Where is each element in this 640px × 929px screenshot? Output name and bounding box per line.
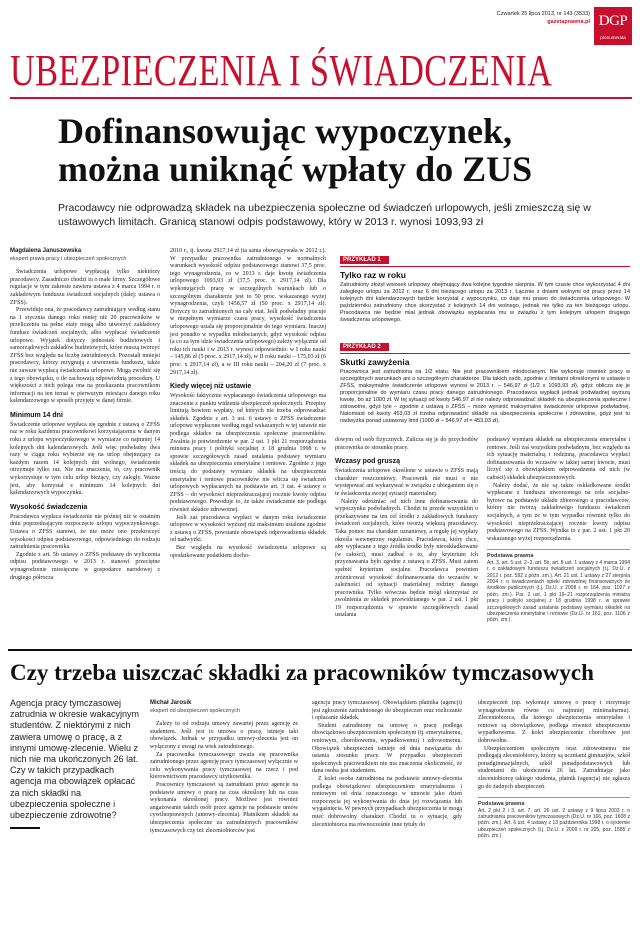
paragraph: Należy odróżniać od nich inne dofinansowania do wypoczynku podwładnych. Chodzi tu przede wszystkim o przekazywane na ten cel środki z zakładowych funduszy świadczeń socjalnych, które tworzą większą pracodawcy. Taka pomoc ma charakter uznaniowy, a regułę jej wypłaty określa wewnętrzny regulamin. Pracodawca, który chce, aby wypłacane z tego źródła środki były nieoskładkowane (w całości), musi zadbać o to, aby kryterium ich przyznawania było zgodne z ustawą o ZFŚS. Musi zatem spełnić kryterium socjalne. Pracodawca powinien zróżnicować wysokość dofinansowania do wczasów w zależności od sytuacji materialnej rodziny danego pracownika. Tylko wówczas będzie mógł skorzystać ze zwolnienia ze składek przewidzianego w par. 2 ust. 1 pkt 19 rozporządzenia w sprawie szczegółowych zasad ustalania (335, 498, 478, 619)
article1-column-2 (170, 248, 326, 560)
paragraph: ubezpieczeń (np. wykonuje umowę o pracę i otrzymuje wynagrodzenie równe co najmniej minimalnemu). Zleceniobiorca, dla którego ubezpieczenia emerytalne i rentowe są obowiązkowe, podlega również ubezpieczeniu wypadkowemu. Z kolei ubezpieczenie chorobowe jest dobrowolne. (478, 700, 630, 744)
issue-meta (497, 10, 590, 26)
paragraph: Przewiduje ona, że pracodawcy zatrudniający według stanu na 1 stycznia danego roku mniej niż 20 pracowników w przeliczeniu na pełne etaty mogą albo utworzyć zakładowy fundusz świadczeń socjalnych, albo wypłacać świadczenie urlopowe. Wyjątek dotyczy jednostek budżetowych i samorządowych zakładów budżetowych, które muszą tworzyć ZFŚS bez względu na liczbę zatrudnionych. Pozostali mniejsi pracodawcy, którzy rezygnują z utworzenia funduszu, także nie zawsze wypłacą świadczenia urlopowe. Mogą zwolnić się z tego obowiązku, o ile zachowają odpowiednią procedurę. U większości z nich polega ona na przekazaniu pracownikom informacji na ten temat w pierwszym miesiącu danego roku kalendarzowego w sposób przyjęty w danej firmie. (10, 307, 160, 405)
paragraph: Ubezpieczeniom społecznym oraz zdrowotnemu nie podlegają zleceniobiorcy, którzy są uczniami gimnazjów, szkół ponadgimnazjalnych, szkół ponadpodstawowych lub studentami do ukończenia 26 lat. Zatrudniając jako zleceniobiorcę takiego studenta, płatnik (agencja) nie zgłasza go do żadnych ubezpieczeń. (478, 745, 630, 790)
example-1-rule (340, 266, 630, 267)
paragraph: Jeśli zaś pracodawca wypłaci w danym roku świadczenie urlopowe w wysokości wyższej niż maksimum ustalone zgodnie z ustawą o ZFŚS, powstanie obowiązek odprowadzenia składek od nadwyżki. (170, 514, 326, 544)
paragraph: Student zatrudniony na umowę o pracę podlega obowiązkowo ubezpieczeniom społecznym (tj. emerytalnemu, rentowym, chorobowemu, wypadkowemu) i zdrowotnemu. Obowiązek ubezpieczeń istnieje od dnia nawiązania do ustania stosunku pracy. W przypadku ubezpieczeń społecznych pracownikiem nie ma znaczenia okoliczność, że dana osoba jest studentem. (312, 722, 462, 775)
legal-basis-text: Art. 3, art. 5 ust. 2–3, art. 5b, art. 8 ust. 1 ustawy z 4 marca 1994 r. o zakładowym funduszu świadczeń socjalnych (t.j. Dz.U. z 2012 r. poz. 592 z późn. zm.). Art. 21 ust. 1 ustawy z 27 sierpnia 2004 r. o świadczeniach opieki zdrowotnej finansowanych ze środków publicznych (t.j. Dz.U. z 2008 r. nr 164, poz. 1027 z późn. zm.). Par. 2 ust. 1 pkt 19–21 rozporządzenia ministra pracy i polityki socjalnej z 18 grudnia 1998 r. w sprawie szczegółowych zasad ustalania podstawy wymiaru składek na ubezpieczenia emerytalne i rentowe (Dz.U. nr 161, poz. 1106 z późn. zm.). (487, 559, 630, 624)
paragraph: Świadczenie urlopowe wypłaca się zgodnie z ustawą o ZFŚS raz w roku każdemu pracownikowi korzystającemu w danym roku z urlopu wypoczynkowego w wymiarze co najmniej 14 kolejnych dni kalendarzowych. Jeśli więc podwładny dwa razy w ciągu roku wybierze się na urlop obejmujący za każdym razem 14 kolejnych dni wolnego, świadczenie otrzymuje tylko raz. Nie ma znaczenia, to, czy pracownik wykorzystuje w tym celu urlop bieżący, czy zaległy. Ważne jest, aby korzystał z minimum 14 kolejnych dni kalendarzowych wypoczynku. (10, 421, 160, 497)
main-headline: Dofinansowując wypoczynek, można uniknąć wpłaty do ZUS (58, 111, 533, 189)
paragraph: Za pracownika tymczasowego uważa się pracownika zatrudnionego przez agencję pracy tymczasowej wyłącznie w celu wykonywania pracy tymczasowej na rzecz i pod kierownictwem pracodawcy użytkownika. (150, 751, 298, 781)
author-name: Michał Jarosik (150, 700, 192, 706)
paragraph: dowym od osób fizycznych. Zalicza się je do przychodów pracownika ze stosunku pracy. (335, 437, 478, 451)
example-2-label: PRZYKŁAD 2 (340, 343, 389, 351)
paragraph: Z kolei osoba zatrudniona na podstawie umowy-zlecenia podlega obowiązkowo ubezpieczeniom emerytalnemu i rentowym od dnia oznaczonego w umowie jako dzień rozpoczęcia jej wykonywania do dnia jej rozwiązania lub wygaśnięcia. W pewnych przypadkach ubezpieczenia te mogą mieć dobrowolny charakter. Chodzi tu o sytuacje, gdy zleceniobiorca ma równocześnie inne tytuły do (312, 775, 462, 828)
article1-column-4 (487, 437, 630, 624)
paragraph: 2010 r., tj. kwota 2917,14 zł (ta sama obowiązywała w 2012 r.). W przypadku pracownika zatrudnionego w normalnych warunkach wysokość odpisu podstawowego stanowi 37,5 proc. tego wynagrodzenia, co w 2013 r. daje kwotę świadczenia urlopowego 1093,93 zł (37,5 proc. x 2917,14 zł). Dla wykonujących pracę w szczególnych warunkach lub o szczególnym charakterze jest to 50 proc. wskazanego wyżej wynagrodzenia, czyli 1458,57 zł (50 proc. x 2917,14 zł). Dotyczy to zatrudnionych na cały etat. Jeśli podwładny pracuje w niepełnym wymiarze czasu pracy, wysokość świadczenia urlopowego ustala się proporcjonalnie do tego wymiaru. Inaczej jest ponadto w wypadku młodocianych, gdyż wysokość odpisu (a co za tym idzie świadczenia urlopowego) zależy wyłącznie od roku ich nauki i w 2013 r. wynosi odpowiednio: w I roku nauki – 145,86 zł (5 proc. x 2917,14 zł), w II roku nauki – 175,03 zł (6 proc. x 2917,14 zł), a w III roku nauki – 204,20 zł (7 proc. x 2917,14 zł). (170, 248, 326, 376)
paragraph: Zgodnie z art. 5b ustawy o ZFŚS podstawę do wyliczenia odpisu podstawowego w 2013 r. stanowi przeciętne wynagrodzenie miesięczne w gospodarce narodowej z drugiego półrocza (10, 551, 160, 581)
main-lead: Pracodawcy nie odprowadzą składek na ubezpieczenia społeczne od świadczeń urlopowych, jeśli zmieszczą się w ustawowych limitach. Granicą stanowi odpis podstawowy, który w 2013 r. wynosi 1093,93 zł (58, 202, 591, 228)
article2-column-1 (150, 700, 298, 835)
paragraph: agencja pracy tymczasowej. Obowiązkiem płatnika (agencji) jest zgłoszenie zatrudnionego do ubezpieczeń oraz rozliczanie i opłacanie składek. (312, 700, 462, 722)
article-divider (8, 649, 632, 651)
article2-column-3 (478, 700, 630, 840)
author-role: ekspert prawa pracy i ubezpieczeń społecznych (10, 255, 127, 262)
article2-column-2 (312, 700, 462, 829)
paragraph: Należy dodać, że nie są także oskładkowane środki wypłacane z funduszu utworzonego na cele socjalne-bytowe na podstawie układu zbiorowego u pracodawców, którzy nie tworzą zakładowego funduszu świadczeń socjalnych, a tym że w tym wypadku również tylko do wysokości nieprzekraczającej rocznie kwoty odpisu podstawowego na ZFŚS. Wynika to z par. 2 ust. 1 pkt 20 wskazanego wyżej rozporządzenia. (487, 482, 630, 542)
second-lead (10, 698, 140, 829)
subheading: Wysokość świadczenia (10, 503, 88, 511)
example-2-rule (340, 353, 630, 354)
example-1-text: Zatrudniony złożył wniosek urlopowy obejmujący dwa kolejne tygodnie sierpnia. W tym czasie chce wykorzystać 4 dni zaległego urlopu za 2012 r. oraz 6 dni bieżącego urlopu za 2013 r. Łącznie z dniami wolnymi od pracy przez 14 kolejnych dni kalendarzowych będzie korzystał z wypoczynku, co daje mu prawo do świadczenia urlopowego. W październiku zatrudniony chce skorzystać z kolejnych 14 dni wolnego, jednak nie tylko za ten bieżącego urlopu. Pracodawca nie będzie miał jednak obowiązku wypłacania mu w związku z tym kolejnym urlopem drugiego świadczenia urlopowego. (340, 282, 630, 323)
second-lead-text: Agencja pracy tymczasowej zatrudnia w okresie wakacyjnym studentów. Z niektórymi z nich zawiera umowę o pracę, a z innymi umowę-zlecenie. Wielu z nich nie ma ukończonych 26 lat. Czy w takich przypadkach agencja ma obowiązek opłacać za nich składki na ubezpieczenia społeczne i ubezpieczenie zdrowotne? (10, 698, 140, 821)
subheading: Wczasy pod gruszą (335, 458, 400, 466)
paragraph: Pracodawca wypłaca świadczenie nie później niż w ostatnim dniu poprzedzającym rozpoczęcie urlopu wypoczynkowego. Ustawa o ZFŚS stanowi, że nie może ono przekroczyć wysokości odpisu podstawowego, odpowiedniego do rodzaju zatrudnienia pracownika. (10, 513, 160, 551)
example-1 (340, 248, 630, 324)
paragraph: Zależy to od rodzaju umowy zawartej przez agencję ze studentem. Jeśli jest to umowa o pracę, istnieje taki obowiązek. Jednak w przypadku umowy-zlecenia jest on wyłączony z uwagi na wiek zatrudnionego. (150, 721, 298, 750)
paragraph: Pracownicy tymczasowi są zatrudniani przez agencje na podstawie umowy o pracę na czas określony lub na czas wykonania określonej pracy. Możliwe jest również angażowanie takich osób przez agencje na podstawie umów cywilnoprawnych (umowy-zlecenia). Płatnikiem składek na ubezpieczenia społeczne za zatrudnionych pracowników tymczasowych czy też zleceniobiorców jest (150, 781, 298, 834)
paragraph: Bez względu na wysokość świadczenia urlopowe są opodatkowane podatkiem docho- (170, 544, 326, 559)
subheading: Kiedy więcej niż ustawie (170, 383, 252, 391)
legal-basis-2 (478, 797, 630, 839)
paragraph: Świadczenia urlopowe określone w ustawie o ZFŚS mają charakter roszczeniowy. Pracownik nie musi o nie występować ani wykazywać w związku z ubieganiem się o te świadczenia swojej sytuacji materialnej. (335, 468, 478, 497)
section-title: UBEZPIECZENIA I ŚWIADCZENIA (10, 46, 553, 95)
legal-basis-heading: Podstawa prawna (478, 801, 525, 808)
dgp-logo (594, 7, 632, 45)
section-rule (10, 97, 632, 99)
article1-column-1 (10, 248, 160, 582)
lead-rule (10, 827, 40, 829)
logo-subtitle: prenumerata (600, 35, 626, 40)
article1-column-3 (335, 437, 478, 620)
subheading: Minimum 14 dni (10, 411, 63, 419)
paragraph: podstawy wymiaru składek na ubezpieczenia emerytalne i rentowe. Jeśli zaś wszystkim podwładnym, bez względu na ich sytuację materialną i rodzinną, pracodawca wypłaci dofinansowania do wczasów w takiej samej kwocie, musi liczyć się z obowiązkiem odprowadzenia od nich (w całości) składek ubezpieczeniowych. (487, 437, 630, 481)
legal-basis-text: Art. 2 pkt 2 i 3, art. 7, art. 26 ust. 2 ustawy z 9 lipca 2003 r. o zatrudnianiu pracowników tymczasowych (Dz.U. nr 166, poz. 1608 z późn. zm.). Art. 6 ust. 4 ustawy z 13 października 1998 r. o systemie ubezpieczeń społecznych (t.j. Dz.U. z 2009 r. nr 205, poz. 1585 z późn. zm.). (478, 807, 630, 840)
site-link[interactable]: gazetaprawna.pl (547, 19, 590, 25)
issue-date: Czwartek 25 lipca 2013, nr 143 (3533) (496, 11, 590, 17)
author-role: ekspert od ubezpieczeń społecznych (150, 707, 240, 714)
example-1-label: PRZYKŁAD 1 (340, 256, 389, 264)
paragraph: Wysokość faktycznie wypłacanego świadczenia urlopowego ma znaczenie z punktu widzenia ubezpieczeń społecznych. Przepisy limitują bowiem wypłaty, od których nie trzeba odprowadzać składek. Zgodnie z art. 3 ust. 6 ustawy o ZFŚS świadczenie urlopowe wypłacone według reguł wskazanych w tej ustawie nie podlega składce na ubezpieczenia społeczne pracowników. Zwalnia je potwierdzenie w par. 2 ust. 1 pkt 21 rozporządzenia ministra pracy i polityki socjalnej z 18 grudnia 1998 r. w sprawie szczegółowych zasad ustalania podstawy wymiaru składek na ubezpieczenia emerytalne i rentowe. Zgodnie z jego treścią do podstawy wymiaru składek na ubezpieczenia emerytalne i rentowe pracowników nie wlicza się świadczeń urlopowych wypłacanych na podstawie art. 3 ust. 4 ustawy o ZFŚS – do wysokości nieprzekraczającej rocznie kwoty odpisu podstawowego. Powoduje to, że także świadczenie nie podlega również składce zdrowotnej. (170, 393, 326, 513)
example-2 (340, 335, 630, 425)
example-2-text: Pracownica jest zatrudniona na 1/2 etatu. Nie jest pracownikiem młodocianym. Nie wykonuje również pracy w szczególnych warunkach ani o szczególnym charakterze. Dla takich osób, zgodnie z limitami określonymi w ustawie o ZFŚS, maksymalne świadczenie urlopowe wynosi w 2013 r. – 546,97 zł (1/2 x 1093,93 zł), gdyż oblicza się je proporcjonalnie do wymiaru czasu pracy danego zatrudnionego. Pracodawca wypłacił jednak podwładnej wyższą kwotę, bo aż 1000 zł. W tej sytuacji od kwoty 546,97 zł nie należy odprowadzać składek na ubezpieczenia społeczne i zdrowotne, gdyż tyle – zgodnie z ustawą o ZFŚS – może wynieść maksymalne świadczenie urlopowe podwładnej. Natomiast od kwoty 453,03 zł trzeba odprowadzić składki na ubezpieczenia społeczne i zdrowotne, gdyż jest to nadwyżka ponad ustawowy limit (1000 zł – 546,97 zł = 453,03 zł). (340, 369, 630, 424)
paragraph: Świadczenia urlopowe wypłacają tylko niektórzy pracodawcy. Zasadniczo chodzi tu o małe firmy. Szczegółowe regulacje w tym zakresie zawiera ustawa z 4 marca 1994 r. o zakładowym funduszu świadczeń socjalnych (dalej: ustawa o ZFŚS). (10, 269, 160, 306)
author-name: Magdalena Januszewska (10, 248, 82, 254)
legal-basis (487, 549, 630, 623)
second-headline: Czy trzeba uiszczać składki za pracowników tymczasowych (10, 660, 594, 685)
byline (10, 248, 160, 263)
logo-letters: DGP (598, 13, 628, 29)
example-1-title: Tylko raz w roku (340, 270, 406, 280)
legal-basis-heading: Podstawa prawna (487, 553, 534, 560)
byline-2 (150, 700, 298, 715)
example-2-title: Skutki zawyżenia (340, 357, 410, 367)
